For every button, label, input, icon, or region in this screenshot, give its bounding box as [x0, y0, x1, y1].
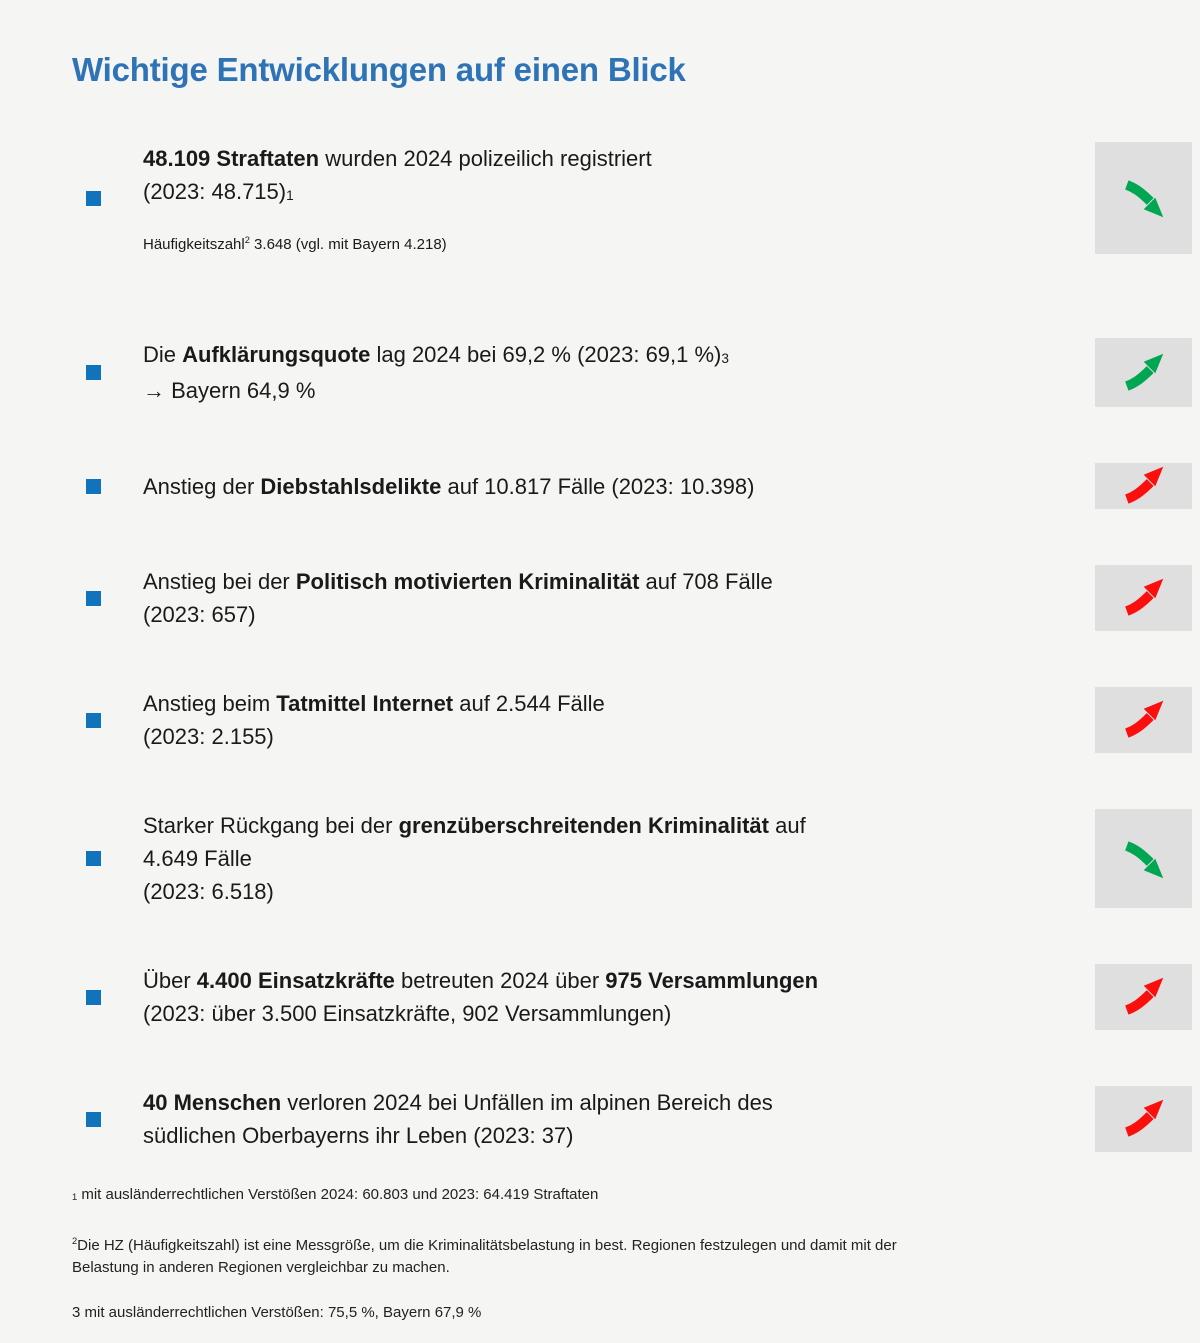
text-segment: auf [769, 813, 806, 838]
text-segment: 1 [72, 1191, 78, 1202]
item-text [143, 687, 1095, 753]
text-segment: Die HZ (Häufigkeitszahl) ist eine Messgröße, um die Kriminalitätsbelastung in best. Regionen festzulegen und damit mit der [77, 1237, 897, 1254]
text-segment: (2023: über 3.500 Einsatzkräfte, 902 Versammlungen) [143, 1001, 672, 1026]
text-segment: grenzüberschreitenden Kriminalität [398, 813, 769, 838]
text-segment: 4.649 Fälle [143, 846, 252, 871]
text-segment: 3 [721, 351, 729, 367]
text-segment: auf 10.817 Fälle (2023: 10.398) [441, 473, 755, 499]
text-segment: Häufigkeitszahl [143, 236, 245, 253]
trend-indicator [1095, 142, 1192, 254]
footnote [72, 1302, 1147, 1324]
list-item [86, 463, 1192, 509]
text-segment: Anstieg der [143, 473, 261, 499]
item-text [143, 964, 1095, 1030]
text-segment: Politisch motivierten Kriminalität [295, 569, 640, 594]
text-segment: Diebstahlsdelikte [260, 473, 442, 499]
bullet-square-icon [86, 591, 101, 606]
item-text [143, 809, 1095, 908]
item-text [143, 565, 1095, 631]
list-item [86, 1086, 1192, 1152]
footnote [72, 1230, 1147, 1279]
list-item [86, 687, 1192, 753]
bullet-square-icon [86, 365, 101, 380]
footnotes [72, 1184, 1147, 1324]
bullet-square-icon [86, 191, 101, 206]
text-segment: Belastung in anderen Regionen vergleichbar zu machen. [72, 1259, 450, 1276]
text-segment: auf 2.544 Fälle [453, 691, 605, 716]
item-text [143, 470, 1095, 503]
trend-indicator [1095, 565, 1192, 631]
list-item [86, 964, 1192, 1030]
items-list [86, 142, 1192, 1152]
list-item [86, 338, 1192, 407]
bullet-square-icon [86, 1112, 101, 1127]
item-text [143, 142, 1095, 254]
text-segment: 40 Menschen [143, 1090, 282, 1115]
text-segment: Tatmittel Internet [276, 691, 454, 716]
list-item [86, 142, 1192, 254]
bullet-square-icon [86, 990, 101, 1005]
item-main-text [143, 809, 1085, 908]
text-segment: lag 2024 bei 69,2 % (2023: 69,1 %) [370, 342, 722, 367]
item-text [143, 1086, 1095, 1152]
trend-indicator [1095, 964, 1192, 1030]
text-segment: 4.400 Einsatzkräfte [196, 968, 395, 993]
item-main-text [143, 565, 1085, 631]
text-segment: (2023: 48.715) [143, 179, 287, 204]
trend-up-arrow-icon [1122, 1097, 1166, 1141]
trend-down-arrow-icon [1122, 176, 1166, 220]
trend-down-arrow-icon [1122, 837, 1166, 881]
text-segment: 2 [72, 1236, 78, 1246]
text-segment: 48.109 Straftaten [143, 146, 320, 171]
text-segment: Starker Rückgang bei der [143, 813, 399, 838]
text-segment: Aufklärungsquote [182, 342, 371, 367]
item-main-text [143, 338, 1085, 407]
item-main-text [143, 142, 1085, 211]
trend-indicator [1095, 1086, 1192, 1152]
text-segment: verloren 2024 bei Unfällen im alpinen Bereich des [281, 1090, 773, 1115]
text-segment: → Bayern 64,9 % [143, 378, 316, 403]
text-segment: 3 mit ausländerrechtlichen Verstößen: 75,5 %, Bayern 67,9 % [72, 1304, 482, 1321]
page-title: Wichtige Entwicklungen auf einen Blick [72, 51, 686, 88]
item-text [143, 338, 1095, 407]
text-segment: mit ausländerrechtlichen Verstößen 2024: 60.803 und 2023: 64.419 Straftaten [77, 1186, 599, 1203]
trend-up-arrow-icon [1122, 464, 1166, 508]
bullet-square-icon [86, 851, 101, 866]
trend-indicator [1095, 338, 1192, 407]
list-item [86, 565, 1192, 631]
list-item [86, 809, 1192, 908]
item-main-text [143, 687, 1085, 753]
trend-up-arrow-icon [1122, 351, 1166, 395]
text-segment: Die [143, 342, 183, 367]
item-main-text [143, 470, 1085, 503]
footnote [72, 1184, 1147, 1207]
trend-indicator [1095, 809, 1192, 908]
text-segment: wurden 2024 polizeilich registriert [319, 146, 652, 171]
trend-indicator [1095, 463, 1192, 509]
text-segment: (2023: 6.518) [143, 879, 274, 904]
text-segment: 3.648 (vgl. mit Bayern 4.218) [249, 236, 447, 253]
text-segment: Über [143, 968, 197, 993]
text-segment: südlichen Oberbayerns ihr Leben (2023: 37) [143, 1123, 574, 1148]
item-main-text [143, 964, 1085, 1030]
trend-up-arrow-icon [1122, 975, 1166, 1019]
text-segment: Anstieg bei der [143, 569, 296, 594]
bullet-square-icon [86, 713, 101, 728]
text-segment: Anstieg beim [143, 691, 277, 716]
text-segment: betreuten 2024 über [394, 968, 606, 993]
item-main-text [143, 1086, 1085, 1152]
text-segment: (2023: 657) [143, 602, 256, 627]
text-segment: auf 708 Fälle [639, 569, 773, 594]
bullet-square-icon [86, 479, 101, 494]
text-segment: (2023: 2.155) [143, 724, 274, 749]
trend-up-arrow-icon [1122, 698, 1166, 742]
text-segment: 975 Versammlungen [605, 968, 819, 993]
trend-indicator [1095, 687, 1192, 753]
text-segment: 1 [286, 188, 294, 204]
text-segment: 2 [244, 235, 250, 245]
trend-up-arrow-icon [1122, 576, 1166, 620]
item-sub-text [143, 231, 1085, 254]
